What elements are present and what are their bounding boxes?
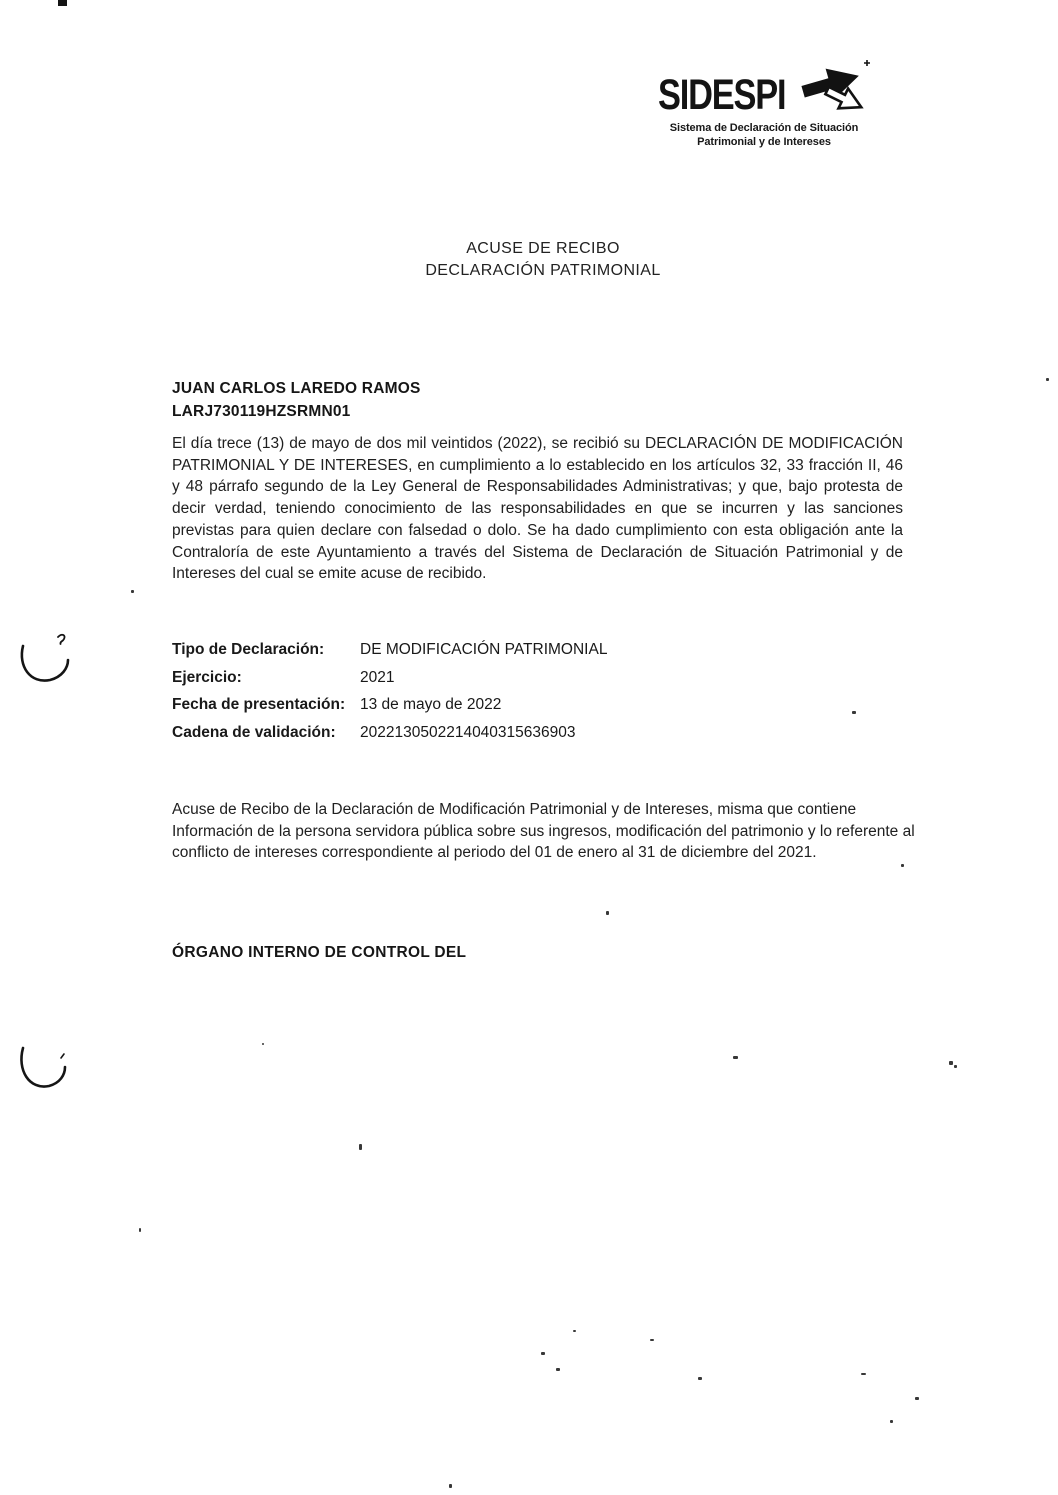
scan-speck — [139, 1228, 141, 1232]
document-title-line1: ACUSE DE RECIBO — [466, 240, 620, 257]
scan-speck — [901, 864, 904, 867]
scan-speck — [915, 1397, 919, 1400]
logo-brand-text: SIDESPI — [658, 71, 786, 119]
document-title-line2: DECLARACIÓN PATRIMONIAL — [425, 262, 661, 279]
logo-tagline-line1: Sistema de Declaración de Situación — [669, 122, 859, 134]
recipient-curp: LARJ730119HZSRMN01 — [172, 402, 351, 420]
detail-value: 13 de mayo de 2022 — [360, 696, 502, 714]
logo-brand-line — [650, 60, 878, 120]
scan-speck — [262, 1043, 264, 1045]
recipient-name: JUAN CARLOS LAREDO RAMOS — [172, 380, 421, 397]
scan-speck — [606, 911, 609, 915]
scan-speck — [698, 1377, 702, 1380]
pen-mark-arc-upper — [16, 628, 80, 694]
logo-tagline — [644, 122, 884, 149]
detail-row-cadena — [172, 722, 607, 750]
detail-label: Cadena de validación: — [172, 723, 336, 741]
detail-value: DE MODIFICACIÓN PATRIMONIAL — [360, 641, 608, 658]
scan-speck — [852, 711, 856, 714]
detail-row-ejercicio — [172, 667, 607, 695]
document-title — [14, 238, 1058, 282]
sidespi-logo — [650, 60, 878, 152]
recipient-block — [172, 378, 421, 423]
issuer-line: ÓRGANO INTERNO DE CONTROL DEL — [172, 944, 467, 961]
scan-speck — [359, 1144, 362, 1150]
scan-speck — [650, 1339, 654, 1341]
scan-speck — [890, 1420, 893, 1423]
receipt-paragraph: El día trece (13) de mayo de dos mil veintidos (2022), se recibió su DECLARACIÓN DE MODIFICACIÓN PATRIMONIAL Y DE INTERESES, en cumplimiento a lo establecido en los artículos 32, 33 fracción II, 46 y 48 párrafo segundo de la Ley General de Responsabilidades Administrativas; y que, bajo protesta de decir verdad, teniendo conocimiento de las responsabilidades en que se incurren y las sanciones previstas para quien declare con falsedad o dolo. Se ha dado cumplimiento con esta obligación ante la Contraloría de este Ayuntamiento a través del Sistema de Declaración de Situación Patrimonial y de Intereses del cual se emite acuse de recibido. — [172, 435, 903, 583]
scan-speck — [954, 1065, 957, 1068]
pen-mark-arc-lower — [14, 1034, 78, 1100]
scan-speck — [861, 1373, 866, 1375]
summary-paragraph: Acuse de Recibo de la Declaración de Modificación Patrimonial y de Intereses, misma que contiene Información de la persona servidora pública sobre sus ingresos, modificación del patrimonio y lo referente al conflicto de intereses correspondiente al periodo del 01 de enero al 31 de diciembre del 2021. — [172, 801, 915, 862]
scan-speck — [573, 1330, 576, 1332]
detail-value: 2022130502214040315636903 — [360, 723, 576, 741]
logo-tagline-line2: Patrimonial y de Intereses — [697, 135, 831, 148]
scan-speck — [1046, 378, 1049, 381]
scan-speck — [541, 1352, 545, 1355]
detail-label: Fecha de presentación: — [172, 696, 346, 714]
scan-speck — [131, 590, 134, 593]
detail-label: Ejercicio: — [172, 668, 242, 686]
scan-speck — [733, 1056, 738, 1059]
detail-value: 2021 — [360, 668, 395, 686]
scan-speck — [949, 1061, 953, 1065]
scan-artifact-top-mark — [58, 0, 67, 6]
scan-speck — [449, 1484, 452, 1488]
scan-speck — [556, 1368, 560, 1371]
declaration-details — [172, 639, 607, 749]
detail-label: Tipo de Declaración: — [172, 641, 325, 658]
detail-row-tipo — [172, 639, 607, 667]
double-arrow-right-icon — [800, 58, 878, 124]
detail-row-fecha — [172, 694, 607, 722]
